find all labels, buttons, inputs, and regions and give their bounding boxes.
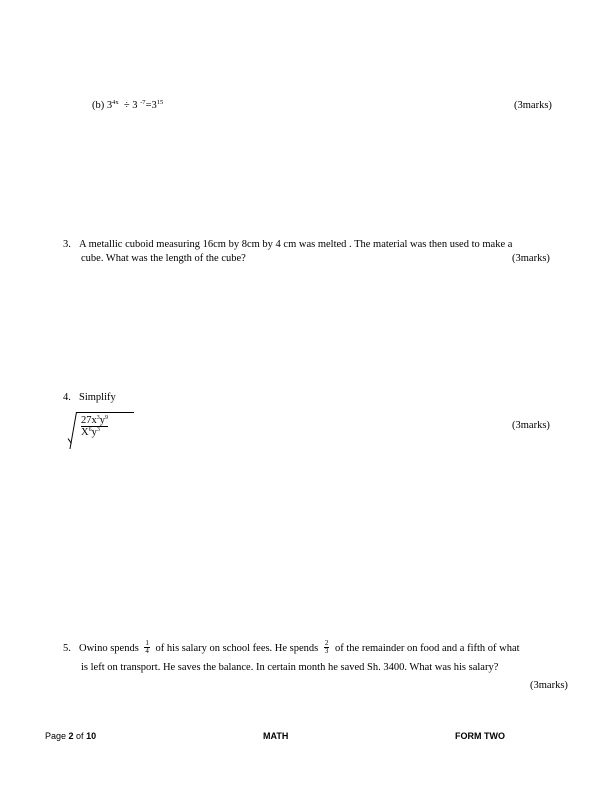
marks-label: (3marks) bbox=[512, 253, 550, 264]
question-3 bbox=[63, 238, 512, 251]
marks-label: (3marks) bbox=[512, 420, 550, 431]
question-text-line1: A metallic cuboid measuring 16cm by 8cm by 4 cm was melted . The material was then used to make a bbox=[79, 239, 513, 250]
square-root-expression bbox=[66, 412, 136, 452]
question-text-line2: is left on transport. He saves the balance. In certain month he saved Sh. 3400. What was his salary? bbox=[81, 662, 499, 673]
part-label: (b) bbox=[92, 100, 105, 111]
page-number: Page 2 of 10 bbox=[45, 731, 97, 741]
question-4 bbox=[63, 391, 116, 404]
marks-label: (3marks) bbox=[530, 680, 568, 691]
question-text-line2: cube. What was the length of the cube? bbox=[81, 253, 246, 264]
fraction-one-quarter: $\frac{1}{4}$ bbox=[145, 639, 149, 655]
fraction-two-thirds: $\frac{2}{3}$ bbox=[324, 639, 329, 655]
expression: $3^{4x} \div 3$ $^{-7}=3^{15}$ bbox=[106, 99, 164, 111]
footer-form: FORM TWO bbox=[455, 731, 505, 741]
footer-subject: MATH bbox=[263, 731, 289, 741]
radical-bar bbox=[76, 412, 134, 413]
radicand-numerator: $27x^3y^9$ bbox=[81, 415, 108, 426]
question-5: 5. Owino spends $\frac{1}{4}$ of his salary on school fees. He spends $\frac{2}{3}$ of the remainder on food and a fifth of what bbox=[63, 639, 520, 655]
radicand-fraction bbox=[81, 415, 108, 438]
marks-label: (3marks) bbox=[514, 100, 552, 111]
question-text: Simplify bbox=[79, 392, 116, 403]
question-2b bbox=[92, 99, 163, 112]
radicand-denominator: $X^6y^3$ bbox=[81, 427, 100, 438]
question-number: 3. bbox=[63, 239, 71, 250]
question-number: 5. bbox=[63, 642, 71, 654]
question-number: 4. bbox=[63, 392, 71, 403]
